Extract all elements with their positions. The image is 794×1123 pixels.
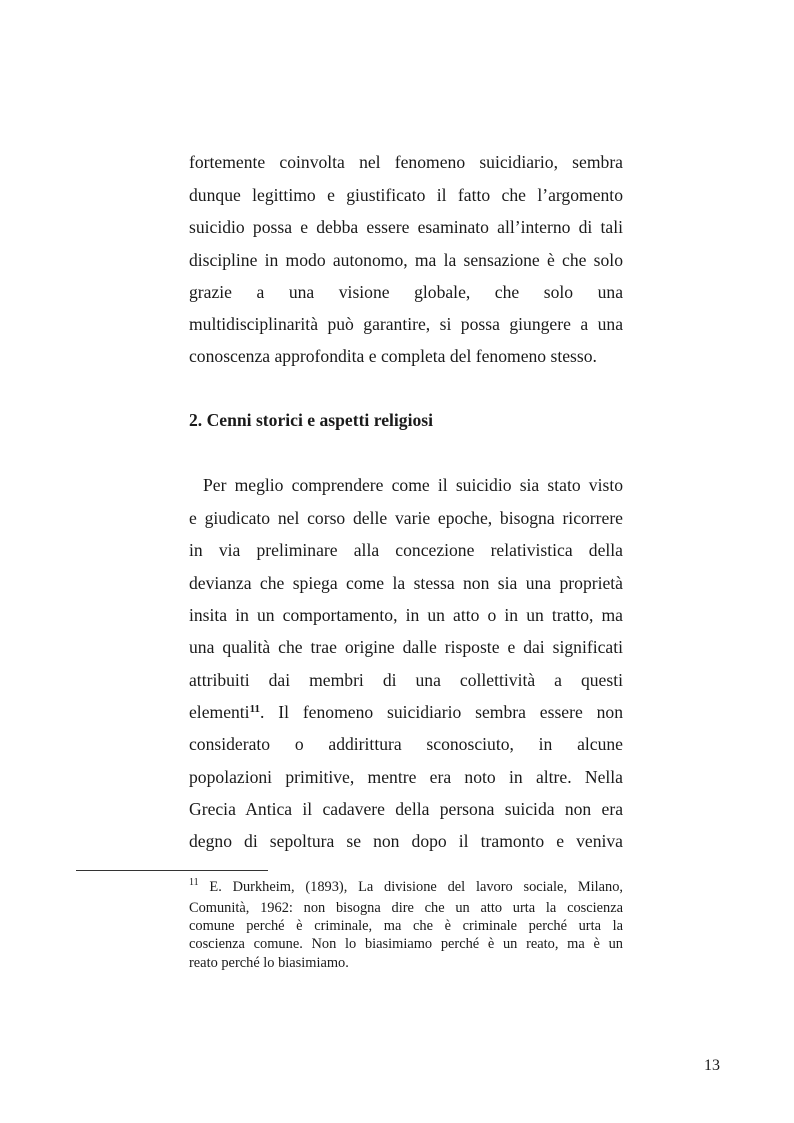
footnote-line: Comunità, 1962: non bisogna dire che un atto urta la coscienza <box>189 900 623 916</box>
body-text-line: considerato o addirittura sconosciuto, in alcune <box>189 734 623 754</box>
body-text-line: devianza che spiega come la stessa non sia una proprietà <box>189 573 623 593</box>
body-text-line: una qualità che trae origine dalle risposte e dai significati <box>189 637 623 657</box>
body-text-line: Per meglio comprendere come il suicidio sia stato visto <box>203 475 623 495</box>
body-text-line: fortemente coinvolta nel fenomeno suicidiario, sembra <box>189 152 623 172</box>
body-text-line: Grecia Antica il cadavere della persona suicida non era <box>189 799 623 819</box>
footnote-reference[interactable]: 11 <box>249 703 260 715</box>
body-text-line: suicidio possa e debba essere esaminato all’interno di tali <box>189 217 623 237</box>
body-text-line: dunque legittimo e giustificato il fatto che l’argomento <box>189 185 623 205</box>
body-text-line: grazie a una visione globale, che solo una <box>189 282 623 302</box>
body-text-line: attribuiti dai membri di una collettività a questi <box>189 670 623 690</box>
footnote-line <box>189 878 623 896</box>
body-text-line: degno di sepoltura se non dopo il tramonto e veniva <box>189 831 623 851</box>
body-text-line: popolazioni primitive, mentre era noto in altre. Nella <box>189 767 623 787</box>
body-text-line-with-footnote-ref <box>189 701 623 723</box>
page-number: 13 <box>704 1057 720 1074</box>
footnote-line: reato perché lo biasimiamo. <box>189 955 349 971</box>
body-text-line: e giudicato nel corso delle varie epoche, bisogna ricorrere <box>189 508 623 528</box>
footnote-line: comune perché è criminale, ma che è criminale perché urta la <box>189 918 623 934</box>
footnote-number: 11 <box>189 877 199 888</box>
footnote-line-before: elementi <box>189 702 250 722</box>
footnote-line: coscienza comune. Non lo biasimiamo perché è un reato, ma è un <box>189 936 623 952</box>
footnote-separator <box>76 870 268 871</box>
body-text-line: multidisciplinarità può garantire, si possa giungere a una <box>189 314 623 334</box>
footnote-first-line-text: E. Durkheim, (1893), La divisione del lavoro sociale, Milano, <box>198 879 623 895</box>
body-text-line: discipline in modo autonomo, ma la sensazione è che solo <box>189 250 623 270</box>
footnote-line-after: . Il fenomeno suicidiario sembra essere non <box>259 702 623 722</box>
body-text-line: insita in un comportamento, in un atto o in un tratto, ma <box>189 605 623 625</box>
body-text-line: in via preliminare alla concezione relativistica della <box>189 540 623 560</box>
section-heading: 2. Cenni storici e aspetti religiosi <box>189 410 434 430</box>
body-text-line: conoscenza approfondita e completa del fenomeno stesso. <box>189 346 597 366</box>
